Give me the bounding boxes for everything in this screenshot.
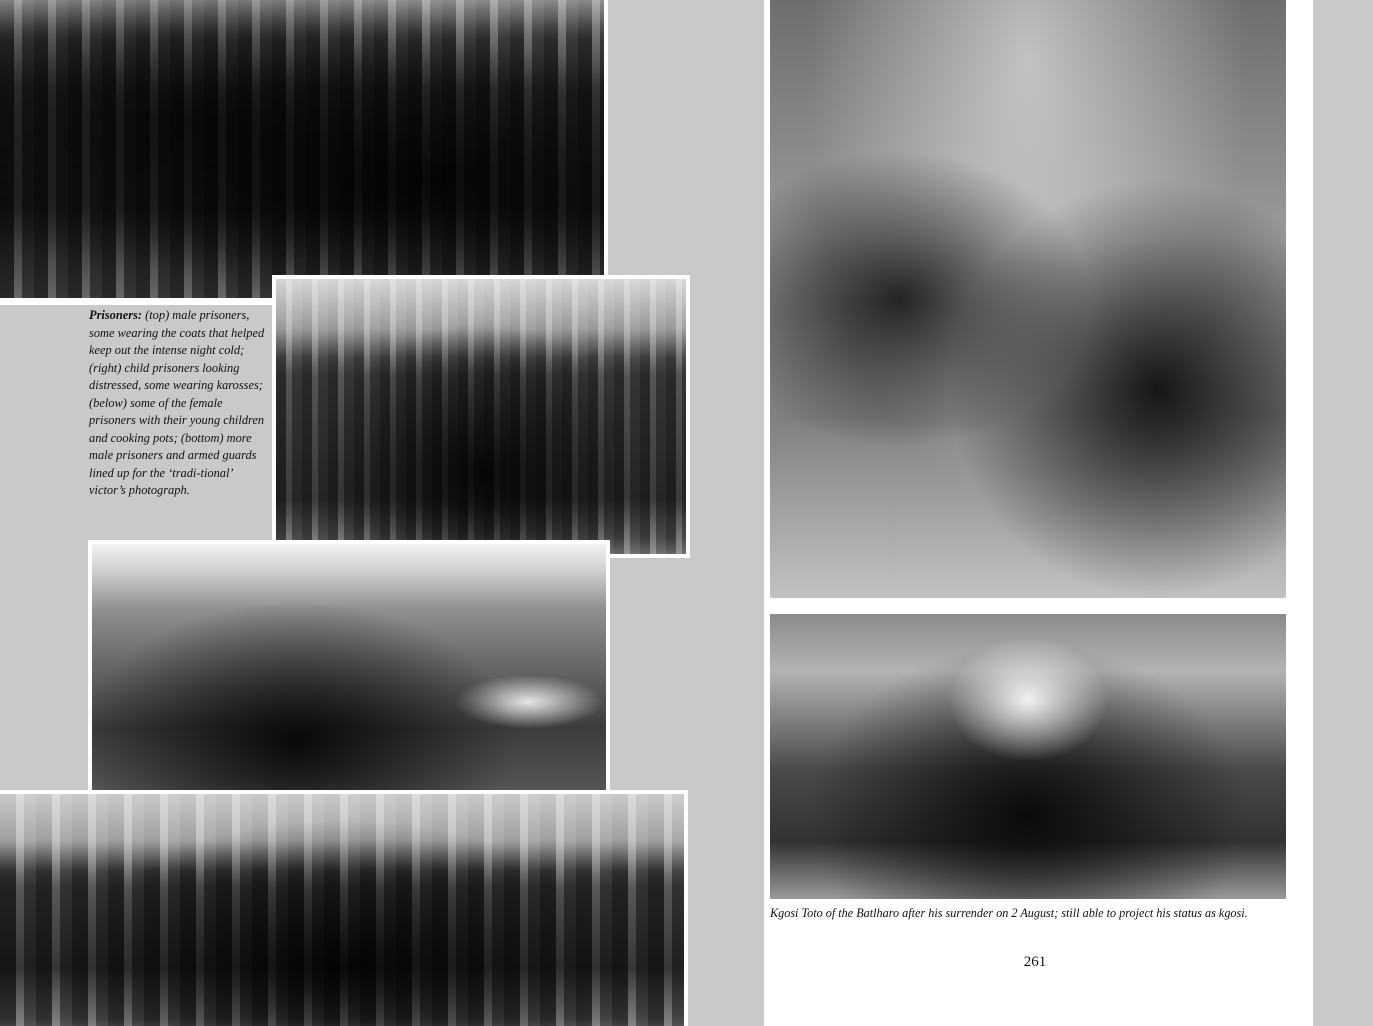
grey-margin-left: [0, 540, 92, 794]
page-gutter: [686, 0, 764, 1026]
grey-margin-mid: [608, 557, 686, 793]
outer-margin: [1313, 0, 1373, 1026]
page-number: 261: [1023, 954, 1047, 970]
photo-child-prisoners: [272, 275, 690, 558]
photo-kgosi-toto-with-guards: [766, 0, 1290, 602]
caption-body: (top) male prisoners, some wearing the coats that helped keep out the intense night cold; (right) child prisoners looking distressed, some wearing karosses; (below) some of the female prisoners with their young children and cooking pots; (bottom) more male prisoners and armed guards lined up for the ‘tradi-tional’ victor’s photograph.: [89, 308, 265, 497]
prisoners-caption: [89, 307, 269, 500]
photo-female-prisoners: [88, 540, 610, 811]
caption-lead: Prisoners:: [89, 308, 143, 322]
photo-kgosi-toto-group: [766, 610, 1290, 903]
photo-male-prisoners-top: [0, 0, 608, 302]
grey-margin-top: [606, 0, 686, 278]
photo-male-prisoners-bottom: [0, 790, 688, 1026]
kgosi-toto-caption: Kgosi Toto of the Batlharo after his surrender on 2 August; still able to project his status as kgosi.: [770, 906, 1248, 920]
